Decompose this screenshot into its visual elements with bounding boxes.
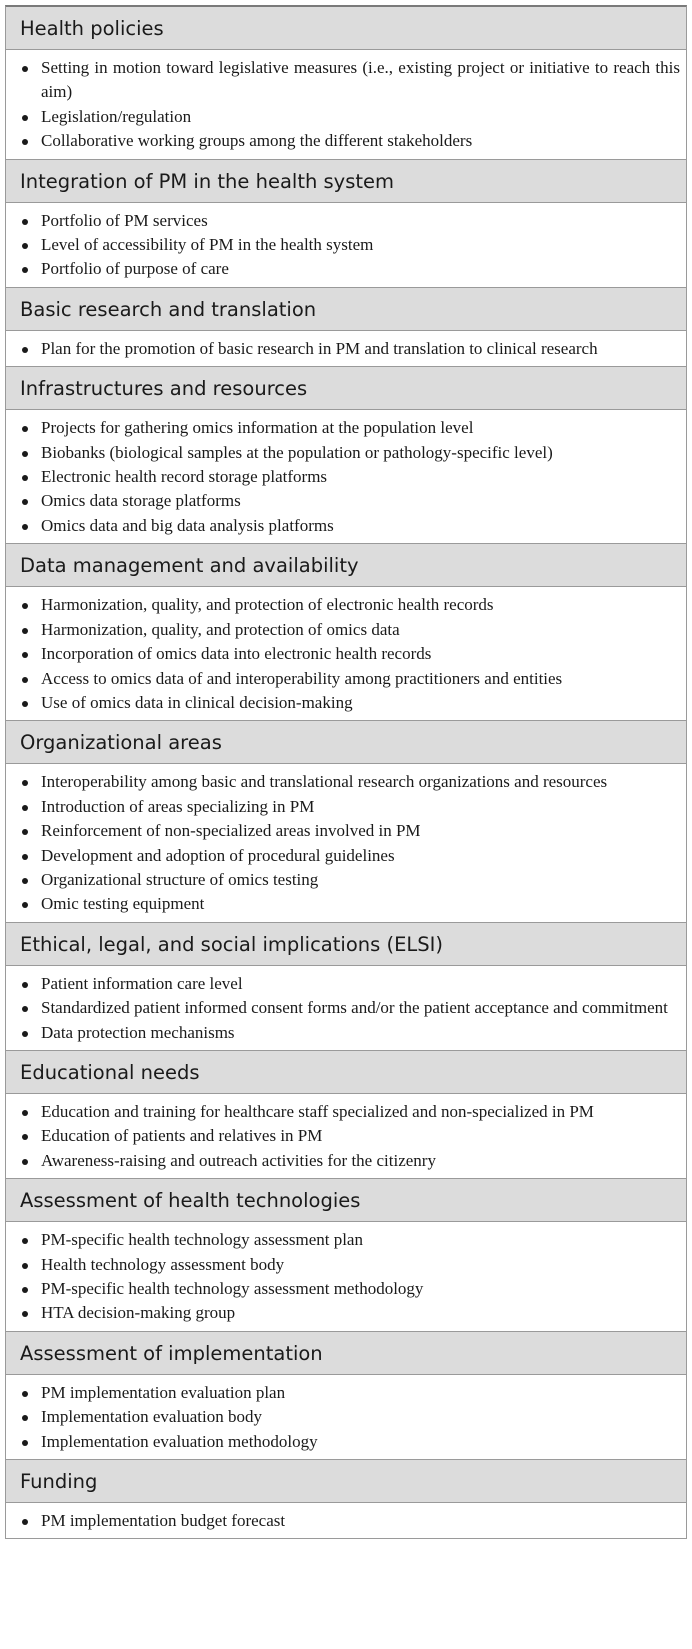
bullet-icon (22, 1440, 28, 1446)
list-item (6, 618, 680, 642)
list-item-text: Health technology assessment body (41, 1254, 285, 1274)
list-item-text: Omics data storage platforms (41, 491, 241, 511)
bullet-icon (22, 115, 28, 121)
list-item-text: Setting in motion toward legislative measures (i.e., existing project or initiative to reach this aim) (41, 58, 680, 102)
list-item (6, 667, 680, 691)
list-item (6, 691, 680, 715)
table-section (6, 1179, 686, 1332)
list-item (6, 1253, 680, 1277)
bullet-list (6, 209, 680, 282)
list-item-text: Reinforcement of non-specialized areas involved in PM (41, 821, 421, 841)
list-item (6, 593, 680, 617)
list-item (6, 465, 680, 489)
bullet-icon (22, 628, 28, 634)
bullet-icon (22, 139, 28, 145)
bullet-list (6, 770, 680, 916)
list-item-text: PM implementation budget forecast (41, 1511, 286, 1531)
list-item (6, 1277, 680, 1301)
bullet-icon (22, 1134, 28, 1140)
list-item-text: Interoperability among basic and translational research organizations and resources (41, 772, 608, 792)
bullet-icon (22, 854, 28, 860)
list-item (6, 844, 680, 868)
list-item (6, 337, 680, 361)
section-heading: Basic research and translation (6, 288, 686, 331)
table-section (6, 7, 686, 160)
bullet-list (6, 1381, 680, 1454)
section-heading: Integration of PM in the health system (6, 160, 686, 203)
table-section (6, 1332, 686, 1460)
bullet-list (6, 1100, 680, 1173)
list-item-text: Access to omics data of and interoperability among practitioners and entities (41, 668, 563, 688)
bullet-list (6, 972, 680, 1045)
list-item-text: Data protection mechanisms (41, 1022, 235, 1042)
table-section (6, 160, 686, 288)
list-item-text: Implementation evaluation methodology (41, 1431, 318, 1451)
list-item-text: Education of patients and relatives in PM (41, 1126, 323, 1146)
section-body (6, 203, 686, 288)
section-heading: Data management and availability (6, 544, 686, 587)
list-item (6, 416, 680, 440)
section-heading: Educational needs (6, 1051, 686, 1094)
list-item-text: Omic testing equipment (41, 894, 205, 914)
list-item-text: Electronic health record storage platforms (41, 467, 328, 487)
list-item (6, 1124, 680, 1148)
list-item-text: Introduction of areas specializing in PM (41, 796, 315, 816)
bullet-list (6, 416, 680, 538)
list-item-text: Omics data and big data analysis platforms (41, 515, 334, 535)
section-heading: Health policies (6, 7, 686, 50)
section-body (6, 1503, 686, 1538)
bullet-list (6, 337, 680, 361)
list-item-text: PM implementation evaluation plan (41, 1382, 286, 1402)
section-body (6, 1375, 686, 1460)
bullet-icon (22, 1391, 28, 1397)
list-item-text: Biobanks (biological samples at the population or pathology-specific level) (41, 442, 553, 462)
list-item-text: Plan for the promotion of basic research in PM and translation to clinical research (41, 338, 598, 358)
list-item-text: PM-specific health technology assessment methodology (41, 1279, 424, 1298)
bullet-icon (22, 902, 28, 908)
bullet-icon (22, 677, 28, 683)
list-item (6, 257, 680, 281)
bullet-icon (22, 1159, 28, 1165)
bullet-icon (22, 219, 28, 225)
list-item (6, 129, 680, 153)
list-item-text: Education and training for healthcare staff specialized and non-specialized in PM (41, 1101, 594, 1121)
section-body (6, 410, 686, 544)
list-item (6, 441, 680, 465)
section-heading: Assessment of implementation (6, 1332, 686, 1375)
bullet-icon (22, 426, 28, 432)
pm-dimensions-table (5, 5, 687, 1539)
bullet-icon (22, 780, 28, 786)
bullet-list (6, 1228, 680, 1326)
list-item (6, 489, 680, 513)
list-item (6, 56, 680, 105)
bullet-icon (22, 652, 28, 658)
bullet-icon (22, 1031, 28, 1037)
list-item-text: Standardized patient informed consent forms and/or the patient acceptance and commitment (41, 998, 668, 1018)
list-item-text: Implementation evaluation body (41, 1407, 262, 1427)
bullet-icon (22, 1287, 28, 1293)
list-item (6, 209, 680, 233)
list-item (6, 972, 680, 996)
section-body (6, 1222, 686, 1332)
list-item-text: Legislation/regulation (41, 106, 192, 126)
table-section (6, 721, 686, 922)
section-heading: Infrastructures and resources (6, 367, 686, 410)
list-item (6, 819, 680, 843)
bullet-icon (22, 1110, 28, 1116)
section-heading: Funding (6, 1460, 686, 1503)
bullet-icon (22, 878, 28, 884)
bullet-icon (22, 499, 28, 505)
list-item (6, 795, 680, 819)
bullet-icon (22, 451, 28, 457)
list-item-text: Level of accessibility of PM in the health system (41, 235, 374, 255)
table-section (6, 1051, 686, 1179)
bullet-icon (22, 1006, 28, 1012)
list-item-text: Collaborative working groups among the different stakeholders (41, 131, 473, 151)
list-item (6, 105, 680, 129)
bullet-icon (22, 1311, 28, 1317)
bullet-icon (22, 982, 28, 988)
bullet-icon (22, 1263, 28, 1269)
list-item-text: Development and adoption of procedural guidelines (41, 845, 395, 865)
section-body (6, 764, 686, 922)
section-body (6, 587, 686, 721)
table-section (6, 923, 686, 1051)
bullet-icon (22, 243, 28, 249)
list-item (6, 1149, 680, 1173)
list-item-text: Incorporation of omics data into electronic health records (41, 644, 432, 664)
bullet-icon (22, 475, 28, 481)
list-item (6, 1100, 680, 1124)
table-section (6, 288, 686, 367)
bullet-list (6, 593, 680, 715)
bullet-icon (22, 524, 28, 530)
list-item (6, 1381, 680, 1405)
list-item (6, 233, 680, 257)
list-item (6, 1301, 680, 1325)
bullet-icon (22, 267, 28, 273)
list-item-text: PM-specific health technology assessment plan (41, 1230, 363, 1250)
section-body (6, 1094, 686, 1179)
list-item-text: Harmonization, quality, and protection of electronic health records (41, 595, 494, 615)
list-item (6, 1228, 680, 1252)
list-item-text: HTA decision-making group (41, 1303, 236, 1323)
list-item-text: Patient information care level (41, 973, 243, 993)
list-item (6, 892, 680, 916)
bullet-icon (22, 805, 28, 811)
list-item-text: Use of omics data in clinical decision-making (41, 692, 353, 712)
table-section (6, 1460, 686, 1538)
bullet-icon (22, 1238, 28, 1244)
table-section (6, 367, 686, 544)
section-body (6, 50, 686, 160)
bullet-icon (22, 66, 28, 72)
bullet-icon (22, 1415, 28, 1421)
list-item (6, 1021, 680, 1045)
section-heading: Assessment of health technologies (6, 1179, 686, 1222)
section-heading: Organizational areas (6, 721, 686, 764)
bullet-icon (22, 603, 28, 609)
list-item-text: Organizational structure of omics testing (41, 869, 319, 889)
bullet-icon (22, 829, 28, 835)
list-item-text: Awareness-raising and outreach activities for the citizenry (41, 1150, 436, 1170)
bullet-icon (22, 1519, 28, 1525)
list-item (6, 868, 680, 892)
table-section (6, 544, 686, 721)
list-item-text: Portfolio of purpose of care (41, 259, 229, 279)
list-item (6, 1509, 680, 1533)
bullet-list (6, 1509, 680, 1533)
list-item (6, 1430, 680, 1454)
list-item-text: Harmonization, quality, and protection of omics data (41, 619, 400, 639)
bullet-icon (22, 701, 28, 707)
section-body (6, 966, 686, 1051)
list-item (6, 514, 680, 538)
section-heading: Ethical, legal, and social implications (ELSI) (6, 923, 686, 966)
list-item (6, 770, 680, 794)
section-body (6, 331, 686, 367)
list-item (6, 996, 680, 1020)
list-item-text: Projects for gathering omics information at the population level (41, 418, 474, 438)
bullet-list (6, 56, 680, 154)
bullet-icon (22, 347, 28, 353)
list-item (6, 1405, 680, 1429)
list-item (6, 642, 680, 666)
list-item-text: Portfolio of PM services (41, 210, 208, 230)
